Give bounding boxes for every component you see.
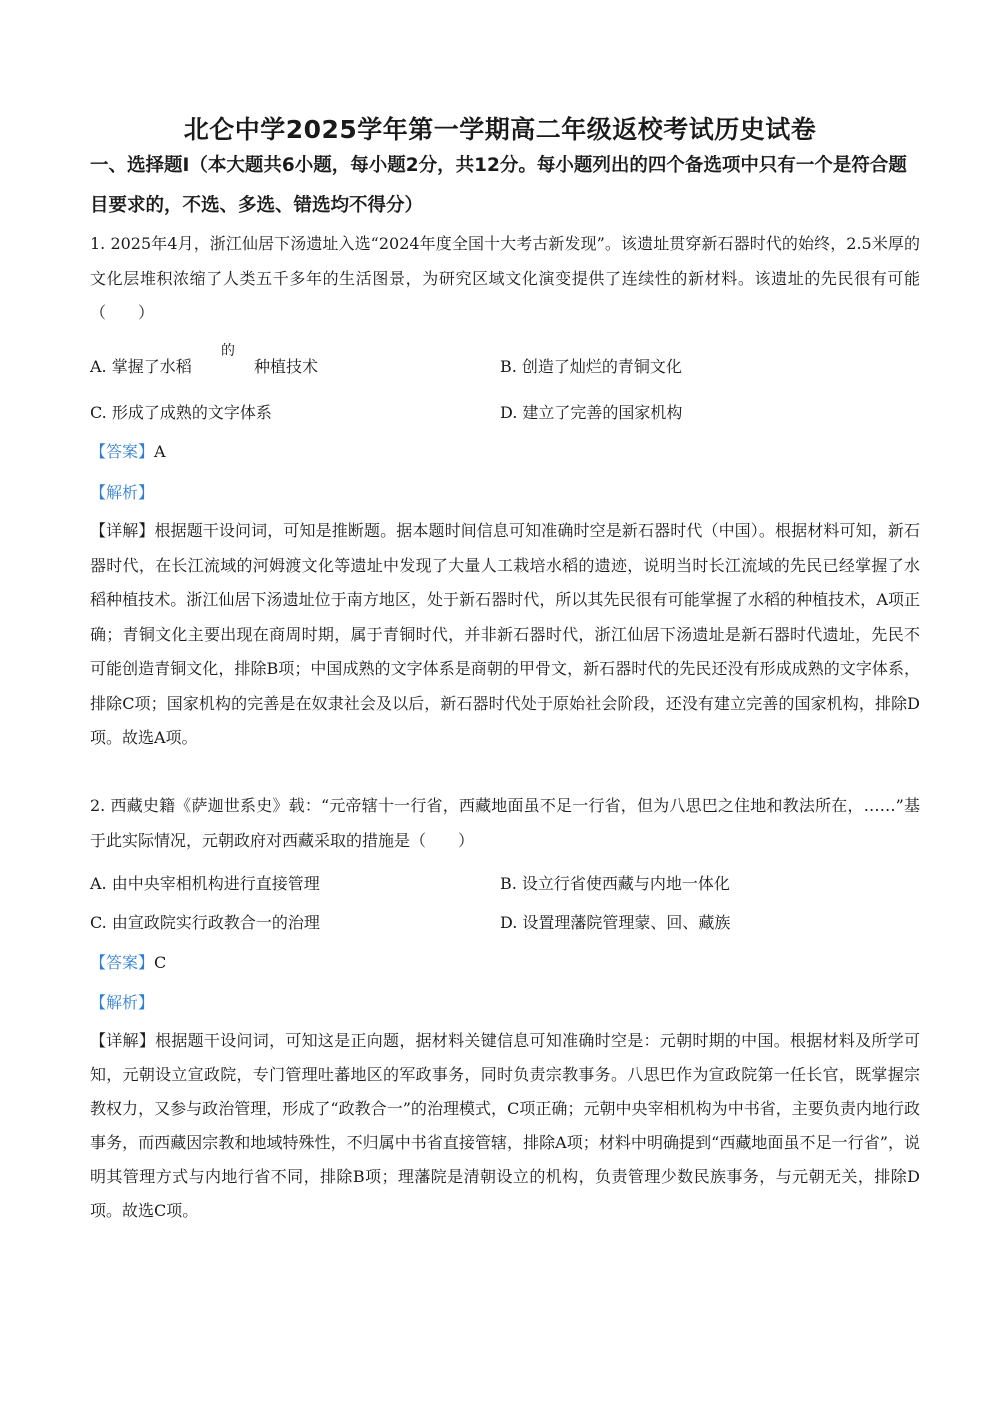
q1-detail-text: 根据题干设问词，可知是推断题。据本题时间信息可知准确时空是新石器时代（中国）。根据材料可知，新石器时代，在长江流域的河姆渡文化等遗址中发现了大量人工栽培水稻的遗迹，说明当时长江流域的先民已经掌握了水稻种植技术。浙江仙居下汤遗址位于南方地区，处于新石器时代，所以其先民很有可能掌握了水稻的种植技术，A项正确；青铜文化主要出现在商周时期，属于青铜时代，并非新石器时代，浙江仙居下汤遗址是新石器时代遗址，先民不可能创造青铜文化，排除B项；中国成熟的文字体系是商朝的甲骨文，新石器时代的先民还没有形成成熟的文字体系，排除C项；国家机构的完善是在奴隶社会及以后，新石器时代处于原始社会阶段，还没有建立完善的国家机构，排除D项。故选A项。	[90, 521, 920, 747]
q2-detail-text: 根据题干设问词，可知这是正向题，据材料关键信息可知准确时空是：元朝时期的中国。根据材料及所学可知，元朝设立宣政院，专门管理吐蕃地区的军政事务，同时负责宗教事务。八思巴作为宣政院第一任长官，既掌握宗教权力，又参与政治管理，形成了“政教合一”的治理模式，C项正确；元朝中央宰相机构为中书省，主要负责内地行政事务，而西藏因宗教和地域特殊性，不归属中书省直接管辖，排除A项；材料中明确提到“西藏地面虽不足一行省”，说明其管理方式与内地行省不同，排除B项；理藩院是清朝设立的机构，负责管理少数民族事务，与元朝无关，排除D项。故选C项。	[90, 1031, 920, 1220]
q1-answer-label: 【答案】	[90, 442, 155, 461]
q1-option-d: D. 建立了完善的国家机构	[500, 403, 683, 422]
q2-option-d: D. 设置理藩院管理蒙、回、藏族	[500, 913, 731, 932]
q2-answer-label: 【答案】	[90, 953, 155, 972]
q2-option-b: B. 设立行省使西藏与内地一体化	[500, 874, 730, 893]
q1-detail-label: 【详解】	[90, 521, 155, 540]
q1-answer-value: A	[154, 442, 166, 461]
question-1-stem: 1. 2025年4月，浙江仙居下汤遗址入选“2024年度全国十大考古新发现”。该遗址贯穿新石器时代的始终，2.5米厚的文化层堆积浓缩了人类五千多年的生活图景，为研究区域文化演变提供了连续性的新材料。该遗址的先民很有可能（ ）	[90, 234, 920, 322]
q2-option-a: A. 由中央宰相机构进行直接管理	[90, 874, 320, 893]
q1-option-c: C. 形成了成熟的文字体系	[90, 403, 272, 422]
q1-option-a-raised-char: 的	[221, 343, 235, 359]
q1-answer	[90, 441, 166, 463]
q2-answer	[90, 952, 166, 974]
q2-detail-label: 【详解】	[90, 1031, 156, 1050]
q1-analysis-label: 【解析】	[90, 483, 155, 502]
section-header: 一、选择题Ⅰ（本大题共6小题，每小题2分，共12分。每小题列出的四个备选项中只有一个是符合题目要求的，不选、多选、错选均不得分）	[90, 155, 907, 216]
q2-detail	[90, 1024, 920, 1228]
q1-option-a	[90, 356, 192, 378]
q1-option-a-tail: 种植技术	[254, 357, 319, 376]
exam-title: 北仑中学2025学年第一学期高二年级返校考试历史试卷	[183, 115, 817, 144]
question-2-stem: 2. 西藏史籍《萨迦世系史》载：“元帝辖十一行省，西藏地面虽不足一行省，但为八思巴之住地和教法所在，……”基于此实际情况，元朝政府对西藏采取的措施是（ ）	[90, 796, 920, 850]
q2-answer-value: C	[154, 953, 167, 972]
q2-option-c: C. 由宣政院实行政教合一的治理	[90, 913, 320, 932]
q2-analysis-label: 【解析】	[90, 993, 155, 1012]
q1-option-a-text: A. 掌握了水稻	[90, 357, 192, 376]
q1-option-b: B. 创造了灿烂的青铜文化	[500, 357, 682, 376]
q1-detail	[90, 514, 920, 756]
